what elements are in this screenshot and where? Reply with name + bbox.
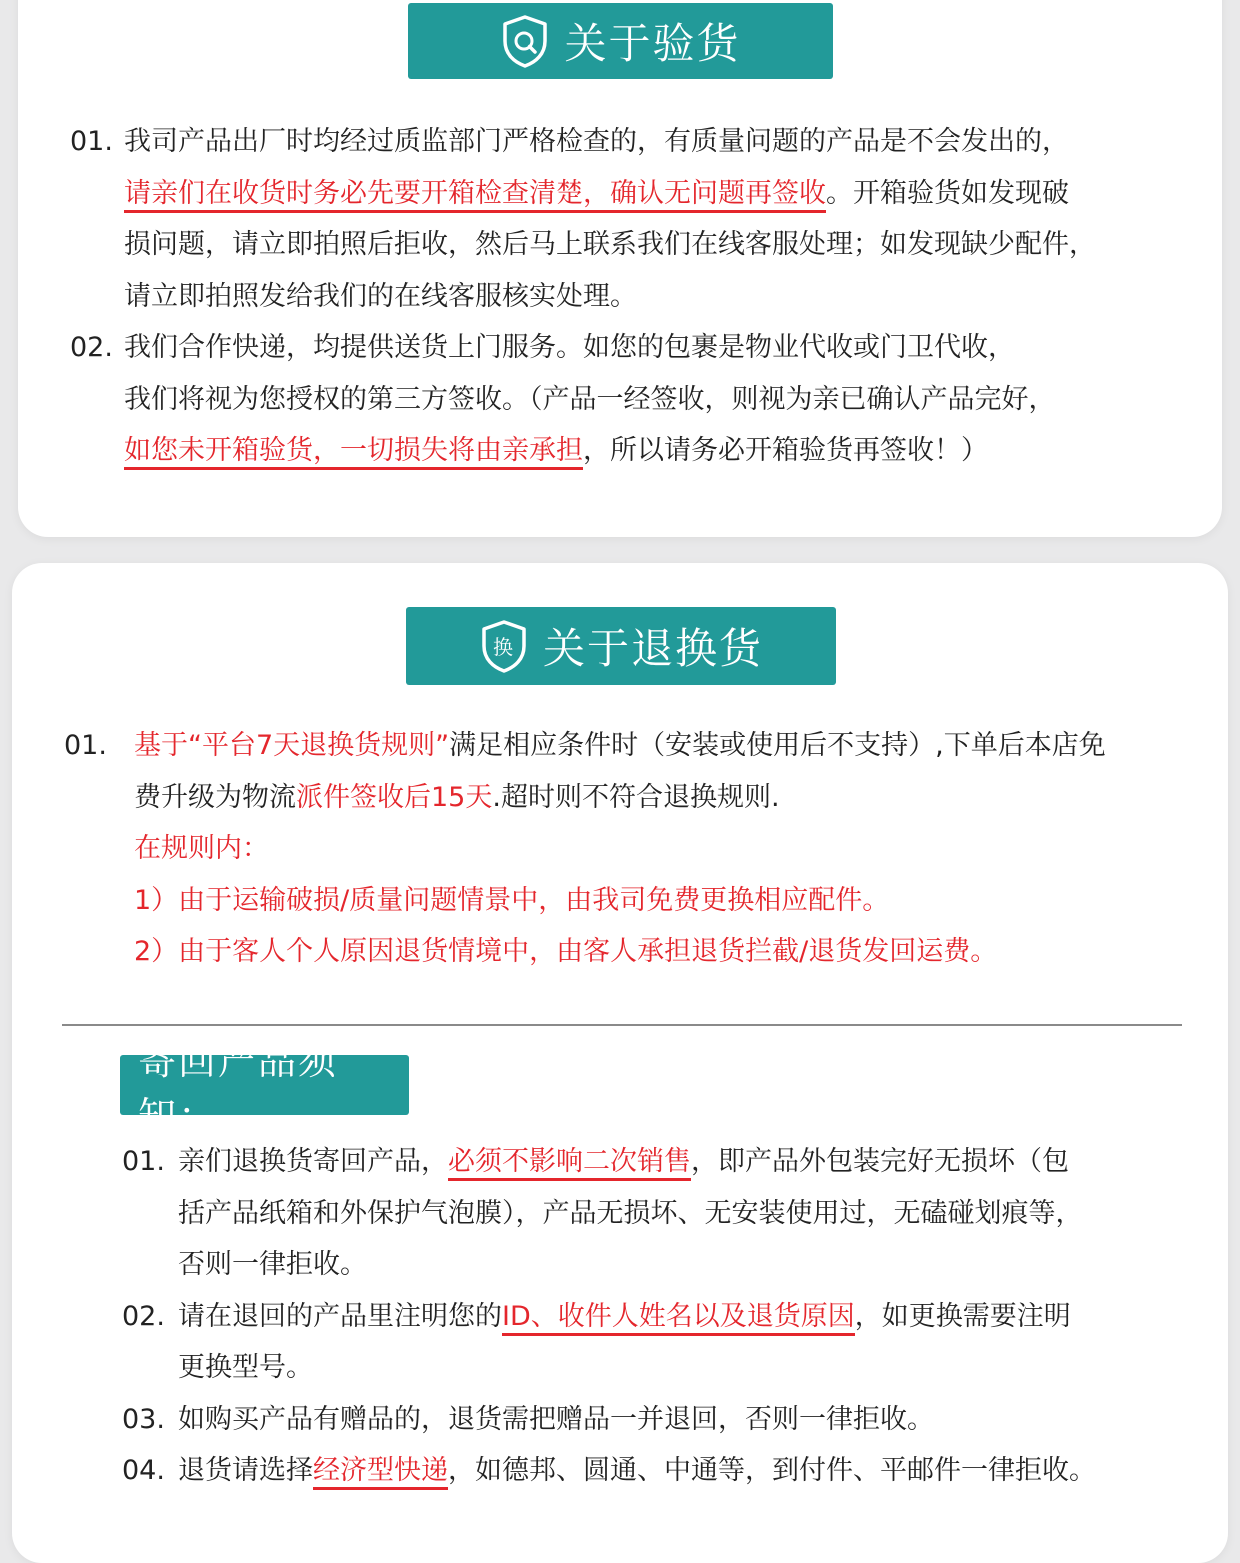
item-number: 01. [70, 126, 113, 157]
shield-search-icon [500, 14, 550, 68]
text-line [70, 425, 1200, 477]
list-item [122, 1136, 1222, 1291]
list-item [122, 1291, 1222, 1394]
text-span: .超时则不符合退换规则. [492, 781, 780, 813]
text-span: 亲们退换货寄回产品， [178, 1146, 448, 1177]
text-span: 满足相应条件时（安装或使用后不支持）,下单后本店免 [449, 730, 1106, 761]
item-number: 02. [70, 332, 113, 363]
text-line: 我司产品出厂时均经过质监部门严格检查的，有质量问题的产品是不会发出的， [124, 126, 1069, 157]
item-number: 01. [122, 1146, 165, 1177]
emphasis-text: ID、收件人姓名以及退货原因 [502, 1301, 855, 1336]
emphasis-text: 请亲们在收货时务必先要开箱检查清楚，确认无问题再签收 [124, 178, 826, 213]
shield-exchange-icon [479, 619, 529, 673]
text-span: 。开箱验货如发现破 [826, 177, 1069, 209]
inspection-text [70, 116, 1200, 477]
list-item [64, 720, 1234, 978]
text-line: 损问题，请立即拍照后拒收，然后马上联系我们在线客服处理；如发现缺少配件， [124, 229, 1096, 260]
text-span: ，即产品外包装完好无损坏（包 [691, 1146, 1069, 1177]
svg-text:换: 换 [492, 635, 515, 659]
list-item [122, 1394, 1222, 1446]
emphasis-text: 必须不影响二次销售 [448, 1146, 691, 1181]
text-line: 我们合作快递，均提供送货上门服务。如您的包裹是物业代收或门卫代收， [124, 332, 1015, 363]
emphasis-text: 经济型快递 [313, 1455, 448, 1490]
rule-line: 1）由于运输破损/质量问题情景中，由我司免费更换相应配件。 [134, 884, 890, 916]
return-notice-title: 寄回产品须知： [138, 1039, 339, 1138]
text-line: 括产品纸箱和外保护气泡膜），产品无损坏、无安装使用过，无磕碰划痕等， [178, 1197, 1083, 1229]
item-number: 01. [64, 730, 107, 761]
item-number: 04. [122, 1455, 165, 1486]
text-line: 否则一律拒收。 [178, 1249, 367, 1280]
text-span: ，所以请务必开箱验货再签收！） [583, 435, 988, 466]
list-item [70, 322, 1200, 477]
text-line [122, 1291, 1222, 1343]
return-notice-heading [120, 1039, 409, 1138]
item-number: 02. [122, 1300, 165, 1332]
text-span: 退货请选择 [178, 1455, 313, 1486]
text-line: 如购买产品有赠品的，退货需把赠品一并退回，否则一律拒收。 [178, 1403, 934, 1435]
inspection-title-banner [408, 3, 833, 79]
return-exchange-title: 关于退换货 [542, 624, 763, 673]
text-span: ，如德邦、圆通、中通等，到付件、平邮件一律拒收。 [448, 1455, 1096, 1486]
section-divider [62, 1024, 1182, 1026]
list-item [122, 1445, 1222, 1497]
text-line [70, 168, 1200, 220]
return-exchange-title-banner [406, 607, 836, 685]
text-line [64, 772, 1234, 824]
emphasis-text: 派件签收后15天 [296, 781, 493, 813]
text-line [64, 720, 1234, 772]
text-line [122, 1445, 1222, 1497]
text-line: 我们将视为您授权的第三方签收。（产品一经签收，则视为亲已确认产品完好， [124, 383, 1056, 415]
return-notice-text [122, 1136, 1222, 1497]
text-span: ，如更换需要注明 [854, 1300, 1071, 1332]
emphasis-text: 基于“平台7天退换货规则” [134, 730, 450, 761]
inspection-title: 关于验货 [564, 19, 741, 68]
text-span: 费升级为物流 [134, 781, 296, 813]
return-policy-text [64, 720, 1234, 978]
text-line [122, 1136, 1222, 1188]
item-number: 03. [122, 1403, 165, 1435]
list-item [70, 116, 1200, 322]
text-line: 更换型号。 [178, 1352, 313, 1383]
text-line: 请立即拍照发给我们的在线客服核实处理。 [124, 280, 637, 312]
rules-heading: 在规则内： [134, 833, 269, 864]
rule-line: 2）由于客人个人原因退货情境中，由客人承担退货拦截/退货发回运费。 [134, 936, 998, 967]
emphasis-text: 如您未开箱验货，一切损失将由亲承担 [124, 435, 583, 470]
text-span: 请在退回的产品里注明您的 [178, 1300, 502, 1332]
